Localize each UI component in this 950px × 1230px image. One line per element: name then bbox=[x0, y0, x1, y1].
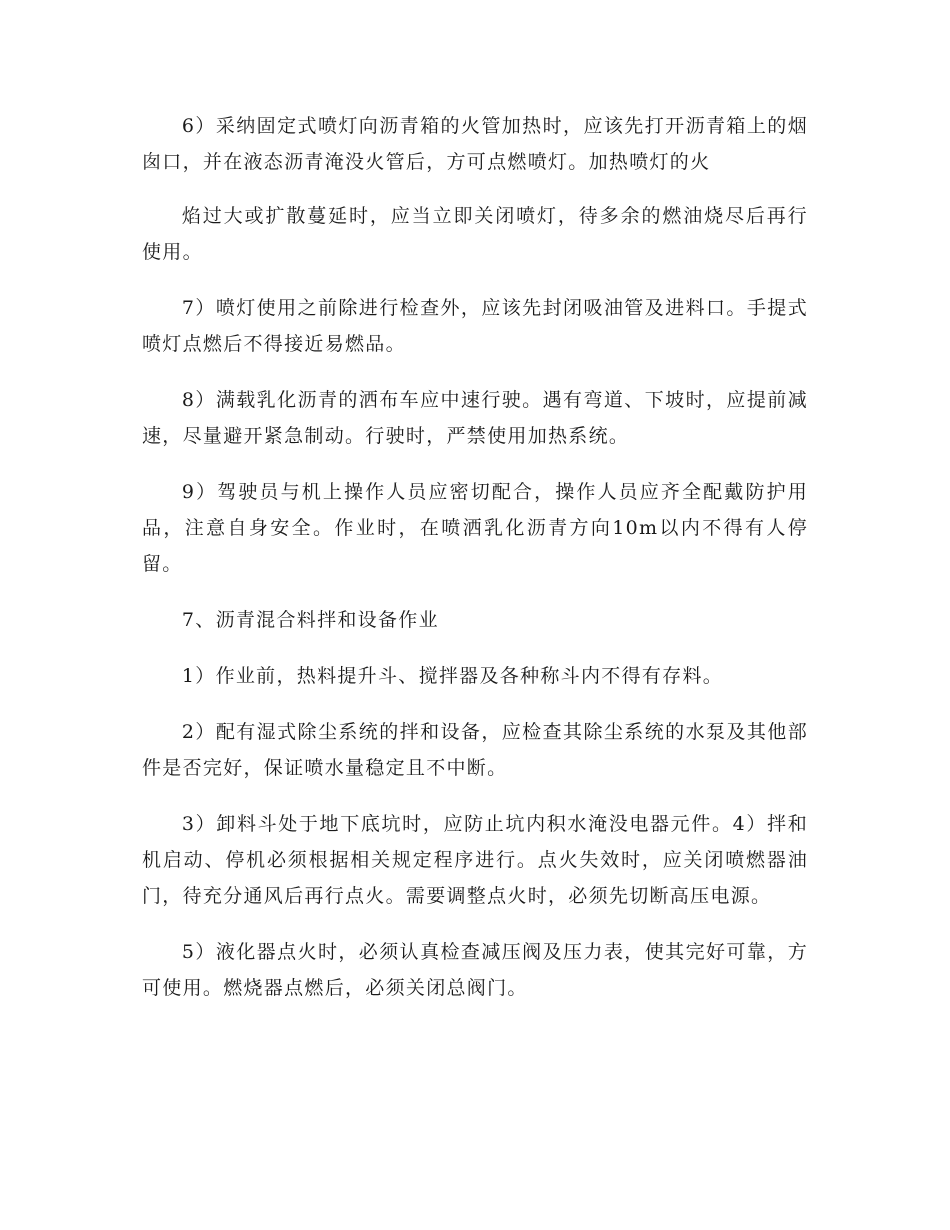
section-heading: 7、沥青混合料拌和设备作业 bbox=[181, 609, 439, 631]
paragraph-7: 7）喷灯使用之前除进行检查外，应该先封闭吸油管及进料口。手提式喷灯点燃后不得接近易燃品。 bbox=[142, 297, 808, 355]
paragraph-item-2: 2）配有湿式除尘系统的拌和设备，应检查其除尘系统的水泵及其他部件是否完好，保证喷水量稳定且不中断。 bbox=[142, 721, 808, 779]
document-body bbox=[142, 108, 808, 1026]
paragraph-6: 6）采纳固定式喷灯向沥青箱的火管加热时，应该先打开沥青箱上的烟囱口，并在液态沥青淹没火管后，方可点燃喷灯。加热喷灯的火 bbox=[142, 115, 808, 173]
paragraph-8: 8）满载乳化沥青的洒布车应中速行驶。遇有弯道、下坡时，应提前减速，尽量避开紧急制动。行驶时，严禁使用加热系统。 bbox=[142, 389, 808, 447]
paragraph-item-1: 1）作业前，热料提升斗、搅拌器及各种称斗内不得有存料。 bbox=[181, 665, 724, 687]
paragraph-item-3-4: 3）卸料斗处于地下底坑时，应防止坑内积水淹没电器元件。4）拌和机启动、停机必须根据相关规定程序进行。点火失效时，应关闭喷燃器油门，待充分通风后再行点火。需要调整点火时，必须先切断高压电源。 bbox=[142, 813, 808, 907]
paragraph-item-5: 5）液化器点火时，必须认真检查减压阀及压力表，使其完好可靠，方可使用。燃烧器点燃后，必须关闭总阀门。 bbox=[142, 941, 808, 999]
paragraph-9: 9）驾驶员与机上操作人员应密切配合，操作人员应齐全配戴防护用品，注意自身安全。作业时，在喷洒乳化沥青方向10m以内不得有人停留。 bbox=[142, 481, 808, 575]
paragraph-6-continued: 焰过大或扩散蔓延时，应当立即关闭喷灯，待多余的燃油烧尽后再行使用。 bbox=[142, 205, 808, 263]
